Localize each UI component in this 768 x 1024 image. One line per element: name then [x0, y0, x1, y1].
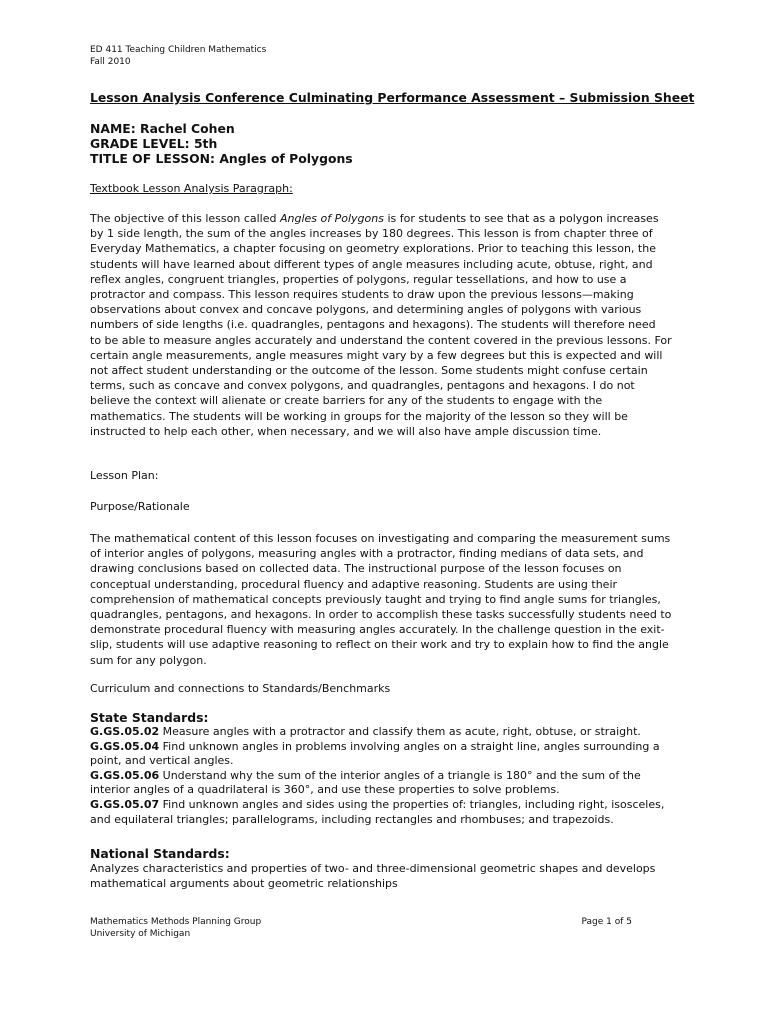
state-standard-item	[90, 740, 678, 755]
paragraph-line: to be able to measure angles accurately and understand the content covered in the previous lessons. For	[90, 333, 672, 347]
footer-university: University of Michigan	[90, 929, 191, 939]
state-standard-item	[90, 798, 678, 813]
paragraph-line: believe the context will alienate or create barriers for any of the students to engage with the	[90, 394, 603, 408]
term: Fall 2010	[90, 57, 131, 67]
standard-text-continued: and equilateral triangles; parallelograms, including rectangles and rhombuses; and trapezoids.	[90, 812, 614, 826]
standard-text: Find unknown angles in problems involving angles on a straight line, angles surrounding a	[159, 739, 660, 753]
student-name: NAME: Rachel Cohen	[90, 121, 235, 136]
document-title: Lesson Analysis Conference Culminating Performance Assessment – Submission Sheet	[90, 90, 695, 105]
paragraph-line: reflex angles, congruent triangles, properties of polygons, regular tessellations, and how to use a	[90, 272, 627, 286]
national-standards-heading: National Standards:	[90, 846, 230, 861]
paragraph-line: conceptual understanding, procedural fluency and adaptive reasoning. Students are using their	[90, 577, 618, 591]
text-run: is for students to see that as a polygon increases	[383, 212, 659, 225]
paragraph-line: Everyday Mathematics, a chapter focusing on geometry explorations. Prior to teaching this lesson, the	[90, 242, 656, 256]
national-standard-line: mathematical arguments about geometric relationships	[90, 876, 398, 890]
page-header	[90, 44, 266, 68]
paragraph-line: The mathematical content of this lesson focuses on investigating and comparing the measurement sums	[90, 532, 671, 545]
standard-text: Find unknown angles and sides using the properties of: triangles, including right, isosceles,	[159, 797, 665, 811]
paragraph-line: drawing conclusions based on collected data. The instructional purpose of the lesson focuses on	[90, 562, 622, 576]
state-standard-item	[90, 769, 678, 784]
lesson-name-italic: Angles of Polygons	[279, 212, 384, 225]
standard-code: G.GS.05.04	[90, 739, 160, 753]
lesson-meta	[90, 121, 353, 166]
paragraph-line: protractor and compass. This lesson requires students to draw upon the previous lessons—making	[90, 288, 634, 302]
curriculum-heading: Curriculum and connections to Standards/Benchmarks	[90, 682, 391, 695]
paragraph-line: instructed to help each other, when necessary, and we will also have ample discussion time.	[90, 424, 602, 438]
lesson-title: TITLE OF LESSON: Angles of Polygons	[90, 151, 353, 166]
paragraph-line: terms, such as concave and convex polygons, and quadrangles, pentagons and hexagons. I do not	[90, 379, 635, 393]
paragraph-line	[90, 211, 678, 226]
paragraph-line: comprehension of mathematical concepts previously taught and trying to find angle sums for triangles,	[90, 592, 661, 606]
lesson-plan-heading: Lesson Plan:	[90, 469, 159, 482]
standard-text-continued: interior angles of a quadrilateral is 360°, and use these properties to solve problems.	[90, 783, 560, 797]
paragraph-line: sum for any polygon.	[90, 653, 207, 667]
paragraph-line: students will have learned about different types of angle measures including acute, obtuse, right, and	[90, 257, 653, 271]
page-number: Page 1 of 5	[581, 917, 632, 927]
paragraph-line: by 1 side length, the sum of the angles increases by 180 degrees. This lesson is from chapter three of	[90, 227, 653, 241]
state-standards-heading: State Standards:	[90, 710, 209, 725]
paragraph-line: certain angle measurements, angle measures might vary by a few degrees but this is expected and will	[90, 348, 663, 362]
standard-code: G.GS.05.07	[90, 797, 160, 811]
state-standards-list	[90, 725, 678, 827]
national-standards-list	[90, 862, 678, 891]
standard-code: G.GS.05.06	[90, 768, 160, 782]
page-footer-left	[90, 916, 261, 940]
paragraph-line: observations about convex and concave polygons, and determining angles of polygons with various	[90, 303, 642, 317]
textbook-analysis-heading: Textbook Lesson Analysis Paragraph:	[90, 182, 293, 195]
footer-org: Mathematics Methods Planning Group	[90, 917, 262, 927]
standard-text: Understand why the sum of the interior angles of a triangle is 180° and the sum of the	[159, 768, 641, 782]
state-standard-item	[90, 725, 678, 740]
paragraph-line: demonstrate procedural fluency with measuring angles accurately. In the challenge question in the exit-	[90, 623, 665, 637]
national-standard-line: Analyzes characteristics and properties of two- and three-dimensional geometric shapes and develops	[90, 862, 656, 875]
purpose-paragraph	[90, 531, 678, 668]
paragraph-line: slip, students will use adaptive reasoning to reflect on their work and try to explain how to find the angle	[90, 638, 669, 652]
standard-text-continued: point, and vertical angles.	[90, 754, 234, 768]
paragraph-line: not affect student understanding or the outcome of the lesson. Some students might confuse certain	[90, 364, 648, 378]
textbook-analysis-paragraph	[90, 211, 678, 439]
standard-text: Measure angles with a protractor and classify them as acute, right, obtuse, or straight.	[159, 725, 641, 738]
standard-code: G.GS.05.02	[90, 725, 160, 738]
grade-level: GRADE LEVEL: 5th	[90, 136, 218, 151]
paragraph-line: numbers of side lengths (i.e. quadrangles, pentagons and hexagons). The students will therefore need	[90, 318, 656, 332]
paragraph-line: mathematics. The students will be working in groups for the majority of the lesson so they will be	[90, 409, 628, 423]
course-name: ED 411 Teaching Children Mathematics	[90, 45, 267, 55]
paragraph-line: of interior angles of polygons, measuring angles with a protractor, finding medians of data sets, and	[90, 547, 644, 561]
text-run: The objective of this lesson called	[90, 212, 280, 225]
purpose-heading: Purpose/Rationale	[90, 500, 190, 513]
paragraph-line: quadrangles, pentagons, and hexagons. In order to accomplish these tasks successfully students need to	[90, 608, 672, 622]
